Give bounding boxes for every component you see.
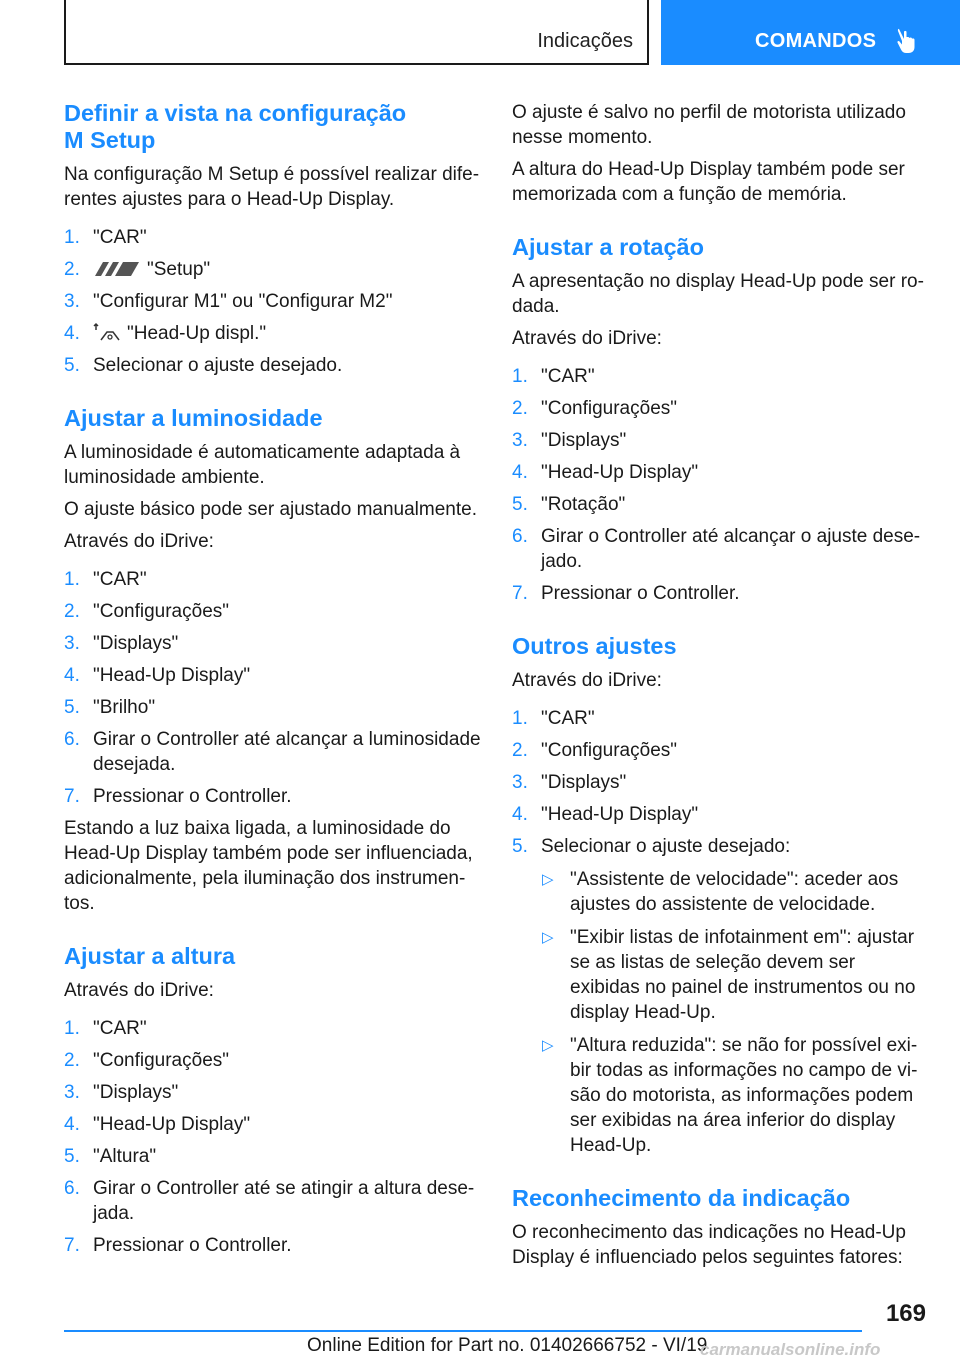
heading-m-setup: Definir a vista na configuração M Setup: [64, 100, 407, 153]
sub-list-item: ▷ "Exibir listas de infotainment em": ajustar se as listas de seleção devem ser exibidas no painel de instrumentos ou no display Head-Up.: [542, 927, 916, 1023]
paragraph: O ajuste é salvo no perfil de motorista utilizado nesse momento.: [512, 102, 906, 148]
list-item: 5. "Rotação": [512, 494, 626, 515]
list-item: 6. Girar o Controller até alcançar o ajuste dese-jado.: [512, 526, 921, 572]
paragraph: O reconhecimento das indicações no Head-Up Display é influenciado pelos seguintes fatores:: [512, 1222, 906, 1268]
list-item: 2. "Configurações": [64, 601, 230, 622]
list-item: 1. "CAR": [64, 227, 147, 248]
paragraph: Através do iDrive:: [64, 980, 214, 1001]
list-item: 6. Girar o Controller até alcançar a luminosidade desejada.: [64, 729, 481, 775]
heading-height: Ajustar a altura: [64, 943, 236, 969]
triangle-bullet-icon: ▷: [542, 929, 554, 946]
list-item: 6. Girar o Controller até se atingir a altura dese-jada.: [64, 1178, 475, 1224]
heading-rotation: Ajustar a rotação: [512, 234, 704, 260]
footer-edition: Online Edition for Part no. 01402666752 - VI/19: [307, 1335, 708, 1356]
watermark: carmanualsonline.info: [700, 1340, 881, 1359]
list-item: 3. "Displays": [64, 633, 179, 654]
sub-list-item: ▷ "Assistente de velocidade": aceder aos ajustes do assistente de velocidade.: [542, 869, 899, 915]
header-section-box: [64, 0, 649, 65]
list-item: 5. "Altura": [64, 1146, 157, 1167]
list-item: 5. Selecionar o ajuste desejado.: [64, 355, 343, 376]
pointing-hand-icon: [895, 27, 919, 55]
header-chapter-tab: [661, 0, 960, 65]
paragraph: Através do iDrive:: [512, 670, 662, 691]
steps-height: [64, 1016, 482, 1258]
list-item: 2. "Setup": [64, 259, 211, 280]
page-number: 169: [885, 1300, 926, 1327]
list-item: 2. "Configurações": [512, 740, 678, 761]
list-item: 4. "Head-Up Display": [64, 1114, 251, 1135]
list-item: 4. "Head-Up Display": [512, 462, 699, 483]
paragraph: A luminosidade é automaticamente adaptada à luminosidade ambiente.: [64, 442, 461, 488]
list-item: 7. Pressionar o Controller.: [512, 583, 740, 604]
header-section-title: Indicações: [537, 30, 633, 52]
list-item: 4. "Head-Up Display": [64, 665, 251, 686]
m-setup-icon: [93, 260, 141, 278]
left-column: [64, 100, 482, 1265]
sub-options-list: [541, 867, 930, 1158]
list-item: 3. "Displays": [512, 430, 627, 451]
footer-divider: [64, 1330, 862, 1332]
list-item: 1. "CAR": [64, 569, 147, 590]
list-item: 1. "CAR": [512, 366, 595, 387]
list-item: 7. Pressionar o Controller.: [64, 786, 292, 807]
right-column: [512, 100, 930, 1277]
list-item: 1. "CAR": [64, 1018, 147, 1039]
list-item: 5. "Brilho": [64, 697, 156, 718]
heading-display-recognition: Reconhecimento da indicação: [512, 1185, 851, 1211]
list-item: 5. Selecionar o ajuste desejado: ▷ "Assistente de velocidade": aceder aos ajustes do assistente de velocidade. ▷ "Exibir listas de infotainment em": ajustar se as listas de seleção devem ser exibidas no painel de instrumentos ou no display Head-Up. ▷ "Altura reduzida": se não for possível exi-bir todas as informações no campo de vi-são do motorista, as informações podem ser exibidas na área inferior do display Head-Up.: [512, 834, 930, 1158]
paragraph: Na configuração M Setup é possível realizar dife-rentes ajustes para o Head-Up Display.: [64, 164, 480, 210]
steps-m-setup: [64, 225, 482, 378]
triangle-bullet-icon: ▷: [542, 1037, 554, 1054]
triangle-bullet-icon: ▷: [542, 871, 554, 888]
list-item: 1. "CAR": [512, 708, 595, 729]
steps-rotation: [512, 364, 930, 606]
heading-brightness: Ajustar a luminosidade: [64, 405, 323, 431]
steps-other-settings: [512, 706, 930, 1158]
list-item: 3. "Displays": [512, 772, 627, 793]
paragraph: Através do iDrive:: [64, 531, 214, 552]
paragraph: Através do iDrive:: [512, 328, 662, 349]
list-item: 7. Pressionar o Controller.: [64, 1235, 292, 1256]
heading-other-settings: Outros ajustes: [512, 633, 677, 659]
list-item: 4. "Head-Up Display": [512, 804, 699, 825]
list-item: 2. "Configurações": [512, 398, 678, 419]
steps-brightness: [64, 567, 482, 809]
list-item: 4. "Head-Up displ.": [64, 323, 267, 344]
sub-list-item: ▷ "Altura reduzida": se não for possível exi-bir todas as informações no campo de vi-são do motorista, as informações podem ser exibidas na área inferior do display Head-Up.: [542, 1035, 918, 1156]
header-chapter-title: COMANDOS: [755, 30, 877, 52]
paragraph: Estando a luz baixa ligada, a luminosidade do Head-Up Display também pode ser influenciada, adicionalmente, pela iluminação dos instrumen-tos.: [64, 818, 473, 914]
paragraph: A altura do Head-Up Display também pode ser memorizada com a função de memória.: [512, 159, 905, 205]
list-item: 3. "Displays": [64, 1082, 179, 1103]
head-up-display-icon: [93, 322, 121, 342]
list-item: 2. "Configurações": [64, 1050, 230, 1071]
paragraph: A apresentação no display Head-Up pode ser ro-dada.: [512, 271, 924, 317]
paragraph: O ajuste básico pode ser ajustado manualmente.: [64, 499, 477, 520]
list-item: 3. "Configurar M1" ou "Configurar M2": [64, 291, 393, 312]
